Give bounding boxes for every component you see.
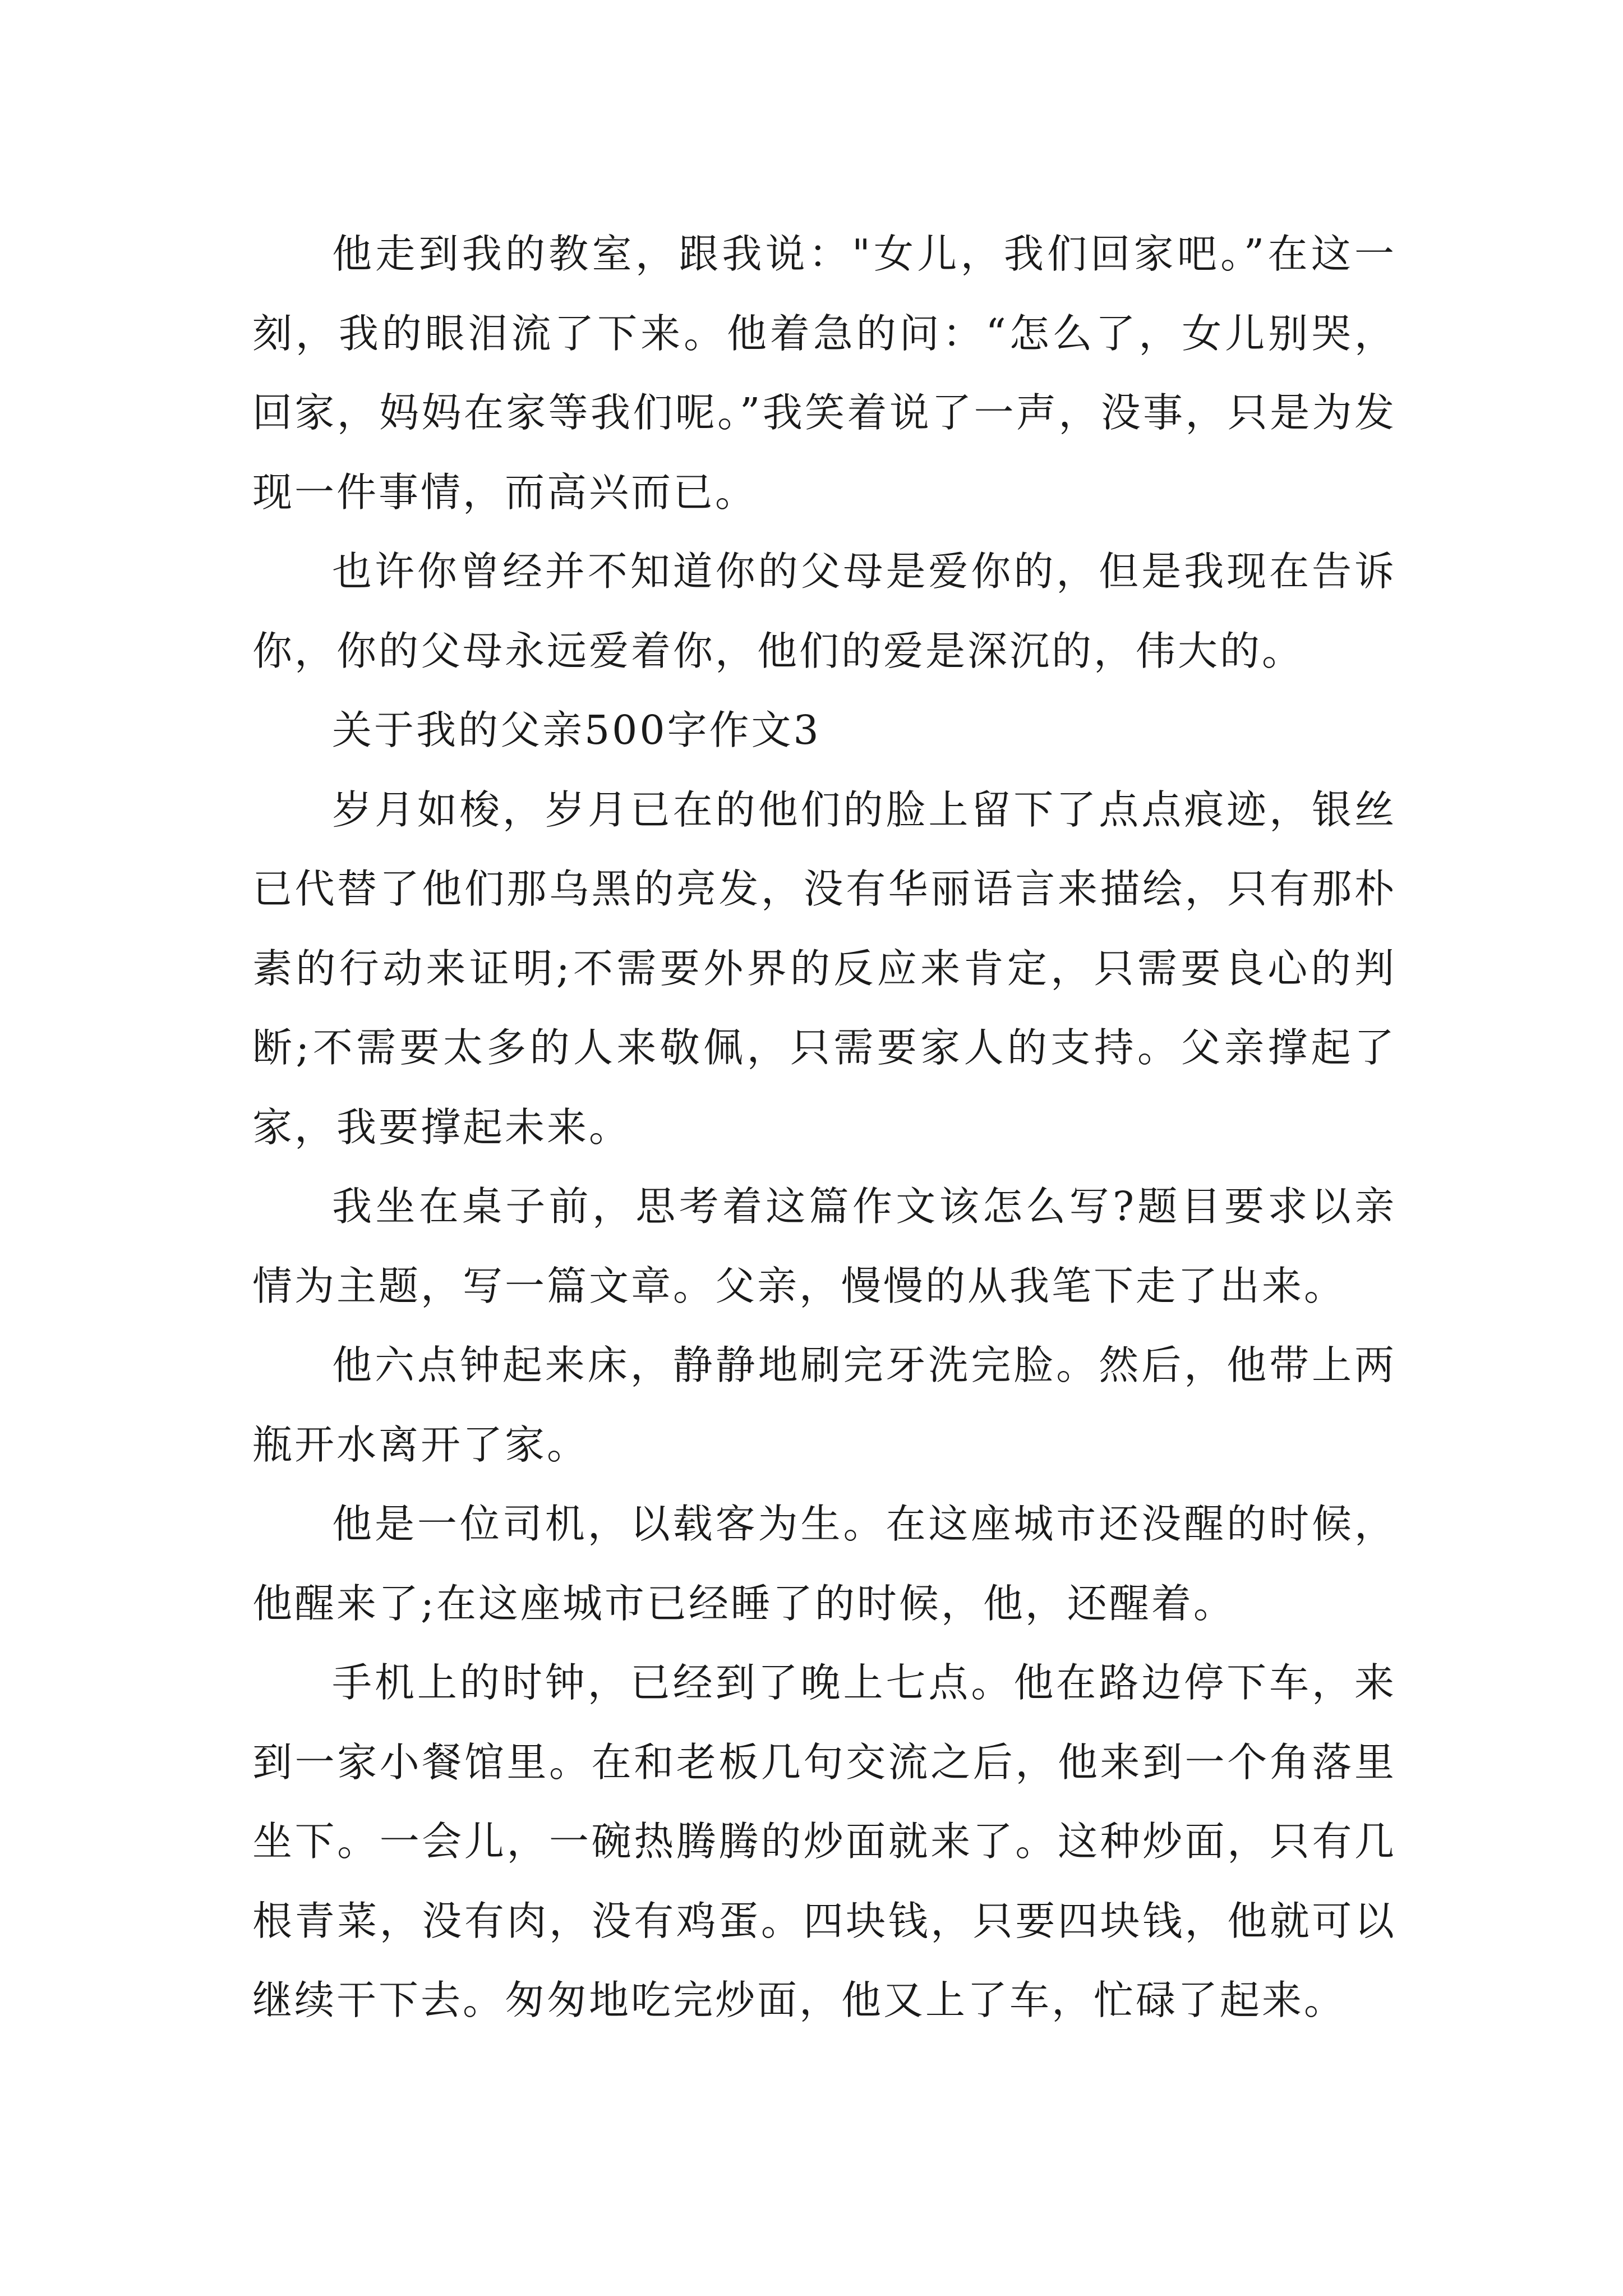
- paragraph-2: 也许你曾经并不知道你的父母是爱你的，但是我现在告诉你，你的父母永远爱着你，他们的爱是深沉的，伟大的。: [252, 548, 1396, 674]
- paragraph-5: 他六点钟起来床，静静地刷完牙洗完脸。然后，他带上两瓶开水离开了家。: [252, 1342, 1396, 1468]
- paragraph-3: 岁月如梭，岁月已在的他们的脸上留下了点点痕迹，银丝已代替了他们那乌黑的亮发，没有华丽语言来描绘，只有那朴素的行动来证明;不需要外界的反应来肯定，只需要良心的判断;不需要太多的人来敬佩，只需要家人的支持。父亲撑起了家，我要撑起未来。: [252, 786, 1396, 1151]
- section-heading: 关于我的父亲500字作文3: [332, 707, 821, 753]
- paragraph-6: 他是一位司机，以载客为生。在这座城市还没醒的时候，他醒来了;在这座城市已经睡了的时候，他，还醒着。: [252, 1501, 1396, 1627]
- document-body: [252, 214, 1396, 2040]
- paragraph-1: 他走到我的教室，跟我说："女儿，我们回家吧。”在这一刻，我的眼泪流了下来。他着急的问：“怎么了，女儿别哭，回家，妈妈在家等我们呢。”我笑着说了一声，没事，只是为发现一件事情，而高兴而已。: [252, 231, 1396, 516]
- paragraph-4: 我坐在桌子前，思考着这篇作文该怎么写?题目要求以亲情为主题，写一篇文章。父亲，慢慢的从我笔下走了出来。: [252, 1183, 1396, 1309]
- paragraph-7: 手机上的时钟，已经到了晚上七点。他在路边停下车，来到一家小餐馆里。在和老板几句交流之后，他来到一个角落里坐下。一会儿，一碗热腾腾的炒面就来了。这种炒面，只有几根青菜，没有肉，没有鸡蛋。四块钱，只要四块钱，他就可以继续干下去。匆匆地吃完炒面，他又上了车，忙碌了起来。: [252, 1659, 1396, 2023]
